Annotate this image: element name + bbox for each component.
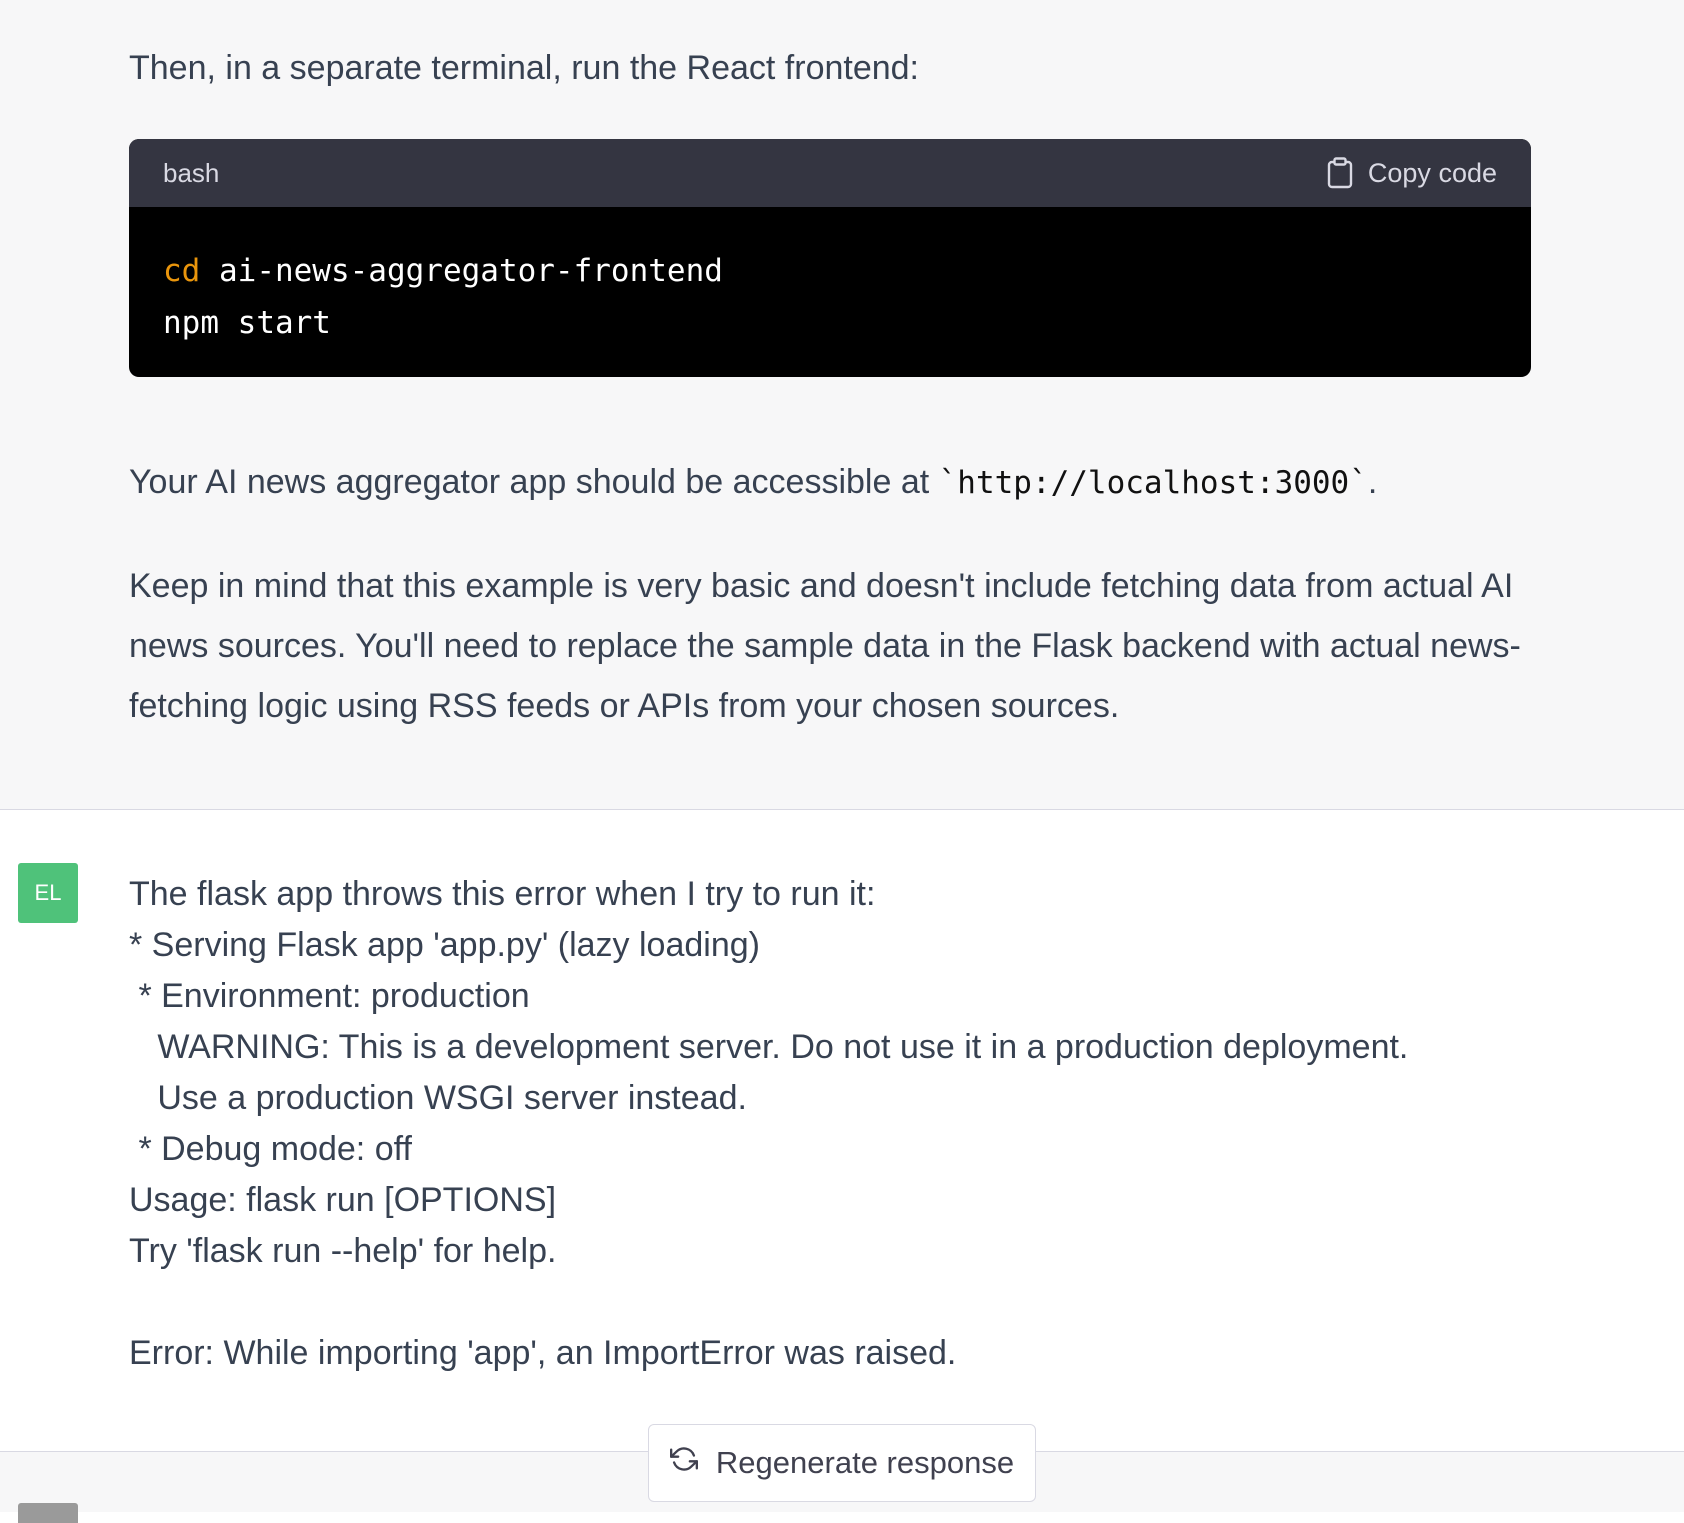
code-arg: ai-news-aggregator-frontend [200, 253, 723, 289]
code-language-label: bash [163, 157, 220, 188]
refresh-icon [670, 1445, 698, 1481]
code-line-1 [163, 253, 723, 289]
regenerate-label: Regenerate response [715, 1445, 1015, 1480]
next-message-avatar [18, 1503, 78, 1523]
inline-code-url: `http://localhost:3000` [938, 465, 1368, 501]
code-block [129, 139, 1531, 377]
url-text: Your AI news aggregator app should be accessible at [129, 463, 939, 501]
clipboard-icon [1326, 157, 1354, 189]
user-message [0, 811, 1684, 1451]
code-keyword: cd [163, 253, 201, 289]
assistant-note-paragraph: Keep in mind that this example is very basic and doesn't include fetching data from actual AI news sources. You'll need to replace the sample data in the Flask backend with actual news-fetching logic using RSS feeds or APIs from your chosen sources. [129, 567, 1521, 725]
assistant-url-paragraph [129, 458, 1549, 507]
copy-code-button[interactable] [1326, 157, 1497, 189]
avatar: EL [18, 863, 78, 923]
user-message-text: The flask app throws this error when I try to run it: * Serving Flask app 'app.py' (lazy loading) * Environment: production WARNING: This is a development server. Do not use it in a production deployment. Use a production WSGI server instead. * Debug mode: off Usage: flask run [OPTIONS] Try 'flask run --help' for help. Error: While importing 'app', an ImportError was raised. [129, 875, 1409, 1372]
assistant-intro-text: Then, in a separate terminal, run the React frontend: [129, 49, 920, 87]
regenerate-response-button[interactable] [648, 1424, 1036, 1502]
code-content [129, 207, 1531, 349]
code-block-header [129, 139, 1531, 207]
code-line-2: npm start [163, 305, 331, 341]
copy-code-label: Copy code [1367, 157, 1497, 188]
url-suffix: . [1367, 463, 1378, 501]
